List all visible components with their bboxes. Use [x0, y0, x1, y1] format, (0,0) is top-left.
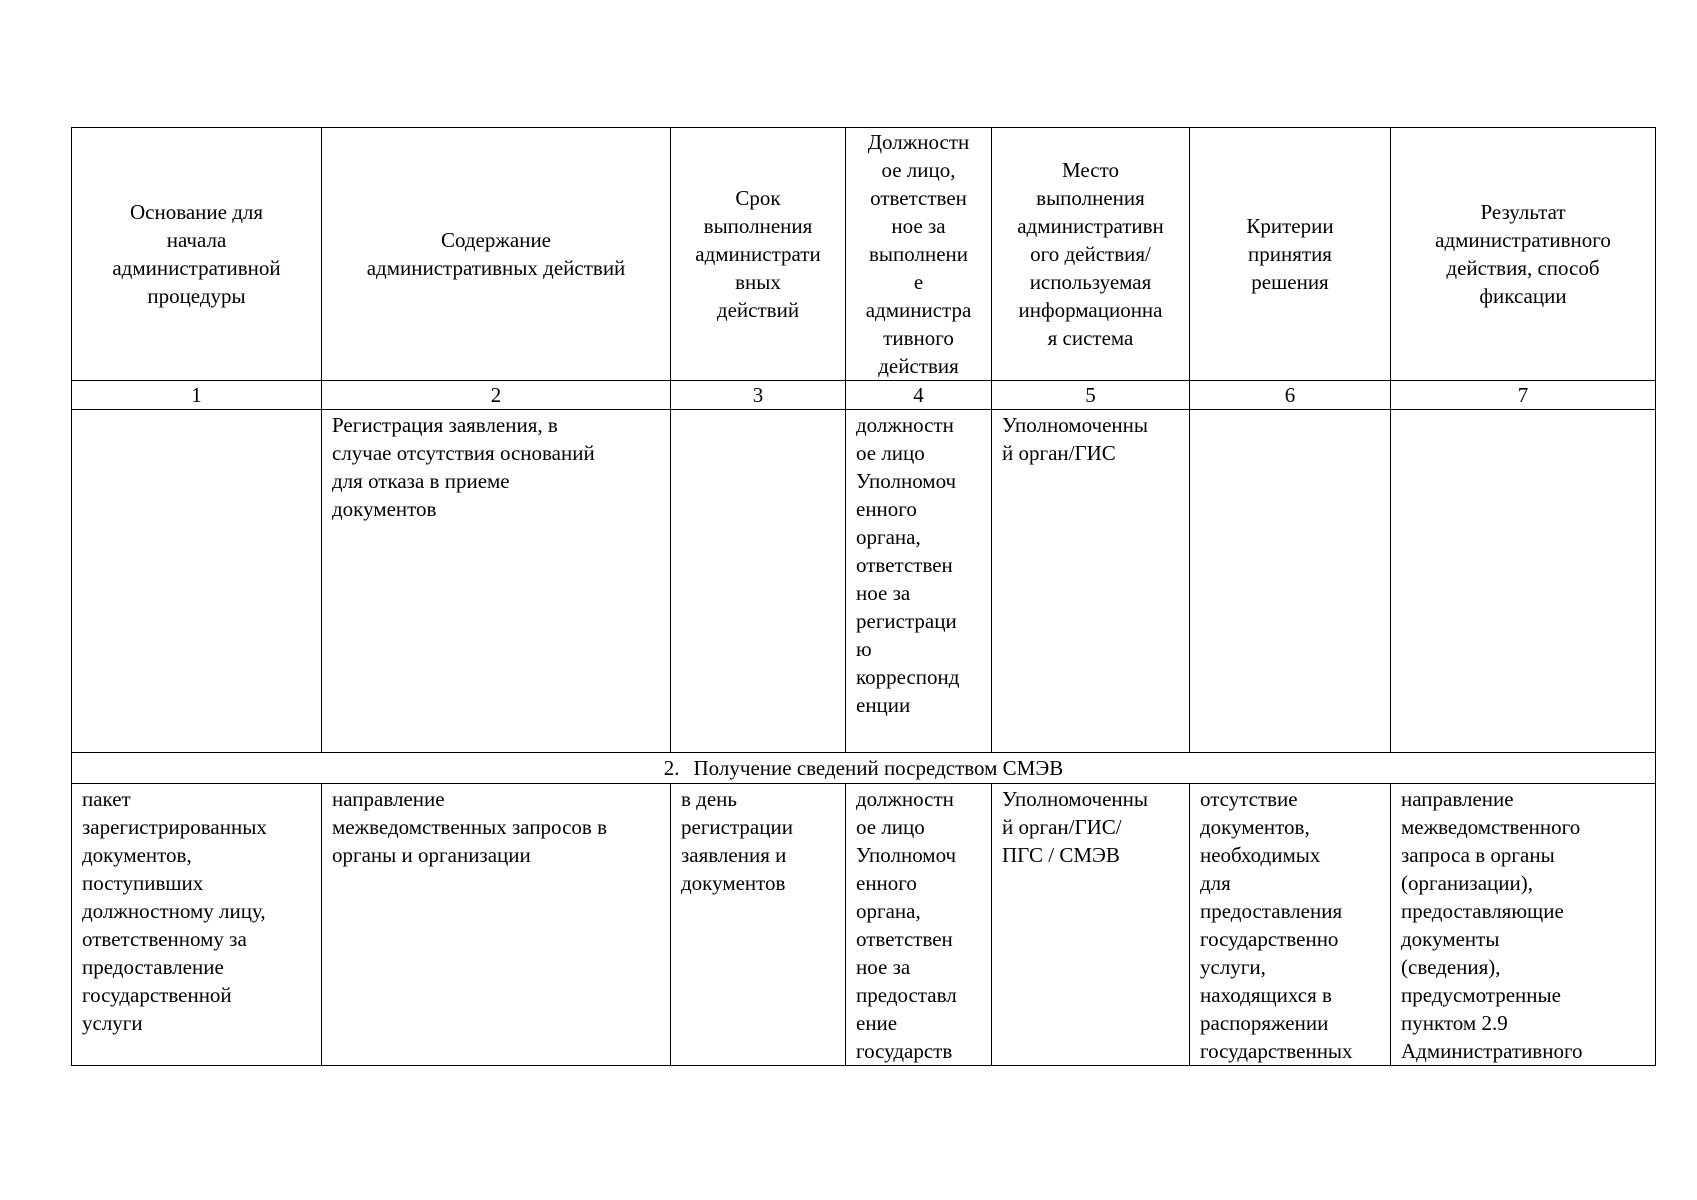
- table-row: [72, 410, 1656, 753]
- row1-criteria-cell: [1190, 410, 1391, 753]
- row2-place-cell: Уполномоченны й орган/ГИС/ ПГС / СМЭВ: [992, 784, 1190, 1066]
- column-number-3: 3: [671, 381, 846, 410]
- row1-place-cell: Уполномоченны й орган/ГИС: [992, 410, 1190, 753]
- column-number-4: 4: [846, 381, 992, 410]
- column-number-6: 6: [1190, 381, 1391, 410]
- row2-criteria-cell: отсутствие документов, необходимых для предоставления государственно услуги, находящихся в распоряжении государственных: [1190, 784, 1391, 1066]
- section-row: [72, 753, 1656, 784]
- procedure-table: [71, 127, 1656, 1066]
- row2-basis-cell: пакет зарегистрированных документов, поступивших должностному лицу, ответственному за предоставление государственной услуги: [72, 784, 322, 1066]
- column-number-5: 5: [992, 381, 1190, 410]
- header-cell-6: Критерии принятия решения: [1190, 128, 1391, 381]
- header-cell-3: Срок выполнения администрати вных действий: [671, 128, 846, 381]
- header-cell-4: Должностн ое лицо, ответствен ное за выполнени е администра тивного действия: [846, 128, 992, 381]
- table-row: [72, 784, 1656, 1066]
- row2-result-cell: направление межведомственного запроса в органы (организации), предоставляющие документы (сведения), предусмотренные пунктом 2.9 Административного: [1391, 784, 1656, 1066]
- header-cell-1: Основание для начала административной процедуры: [72, 128, 322, 381]
- row2-content-cell: направление межведомственных запросов в органы и организации: [322, 784, 671, 1066]
- header-row: [72, 128, 1656, 381]
- column-number-row: [72, 381, 1656, 410]
- section-title: Получение сведений посредством СМЭВ: [693, 756, 1064, 780]
- header-cell-2: Содержание административных действий: [322, 128, 671, 381]
- section-number: 2.: [663, 756, 680, 780]
- row1-content-cell: Регистрация заявления, в случае отсутствия оснований для отказа в приеме документов: [322, 410, 671, 753]
- header-cell-7: Результат административного действия, способ фиксации: [1391, 128, 1656, 381]
- row2-deadline-cell: в день регистрации заявления и документов: [671, 784, 846, 1066]
- row1-deadline-cell: [671, 410, 846, 753]
- column-number-1: 1: [72, 381, 322, 410]
- column-number-2: 2: [322, 381, 671, 410]
- row1-official-cell: должностн ое лицо Уполномоч енного органа, ответствен ное за регистраци ю корреспонд енции: [846, 410, 992, 753]
- row1-result-cell: [1391, 410, 1656, 753]
- column-number-7: 7: [1391, 381, 1656, 410]
- header-cell-5: Место выполнения административн ого действия/ используемая информационна я система: [992, 128, 1190, 381]
- row1-basis-cell: [72, 410, 322, 753]
- section-heading: [72, 753, 1656, 784]
- row2-official-cell: должностн ое лицо Уполномоч енного органа, ответствен ное за предоставл ение государств: [846, 784, 992, 1066]
